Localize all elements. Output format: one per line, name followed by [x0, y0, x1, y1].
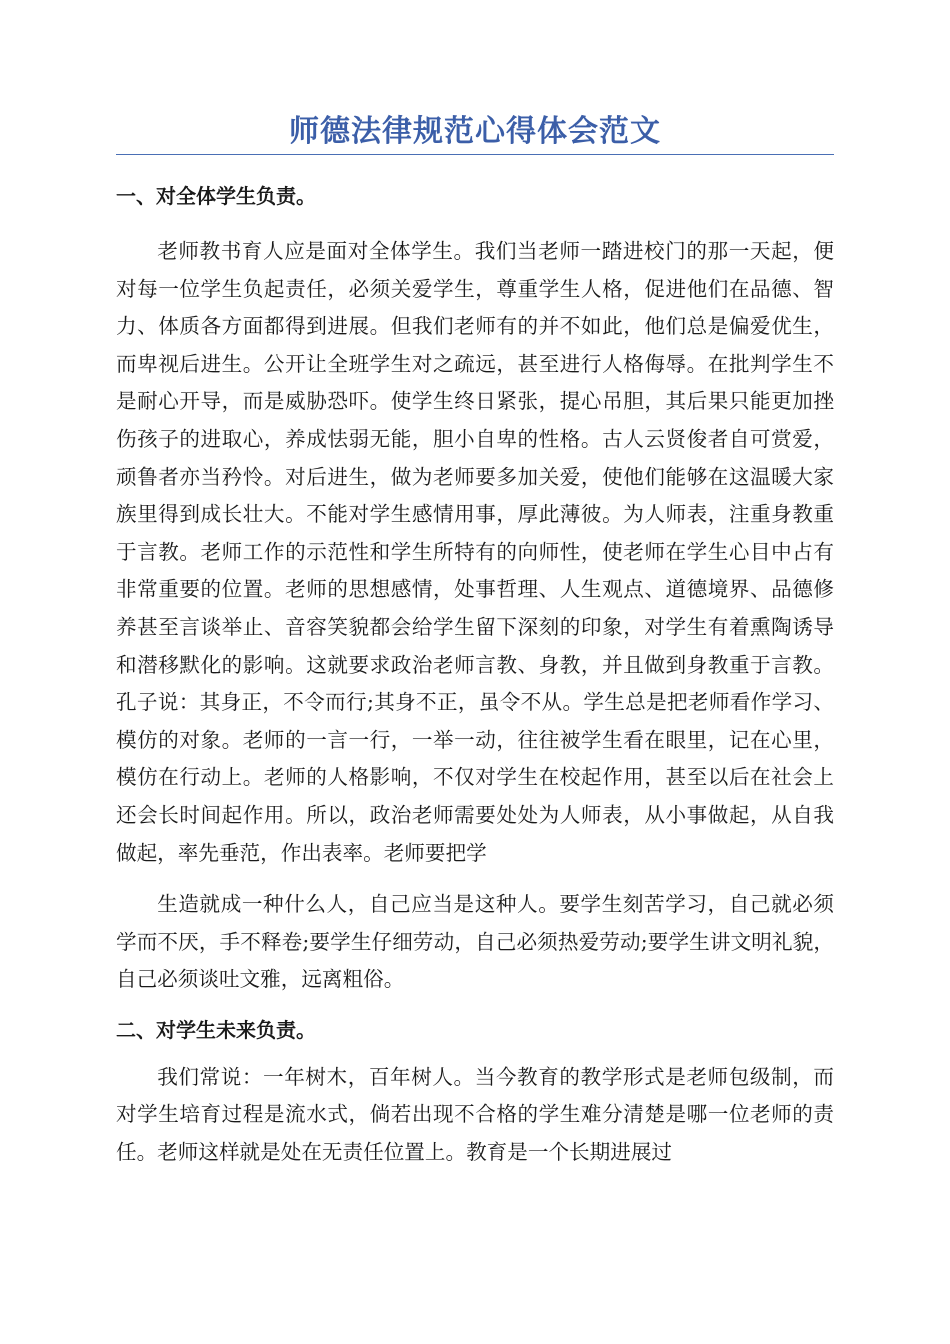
section-1-paragraph-1: 老师教书育人应是面对全体学生。我们当老师一踏进校门的那一天起，便对每一位学生负起责任，必须关爱学生，尊重学生人格，促进他们在品德、智力、体质各方面都得到进展。但我们老师有的并不如此，他们总是偏爱优生，而卑视后进生。公开让全班学生对之疏远，甚至进行人格侮辱。在批判学生不是耐心开导，而是威胁恐吓。使学生终日紧张，提心吊胆，其后果只能更加挫伤孩子的进取心，养成怯弱无能，胆小自卑的性格。古人云贤俊者自可赏爱，顽鲁者亦当矜怜。对后进生，做为老师要多加关爱，使他们能够在这温暖大家族里得到成长壮大。不能对学生感情用事，厚此薄彼。为人师表，注重身教重于言教。老师工作的示范性和学生所特有的向师性，使老师在学生心目中占有非常重要的位置。老师的思想感情，处事哲理、人生观点、道德境界、品德修养甚至言谈举止、音容笑貌都会给学生留下深刻的印象，对学生有着熏陶诱导和潜移默化的影响。这就要求政治老师言教、身教，并且做到身教重于言教。孔子说：其身正，不令而行;其身不正，虽令不从。学生总是把老师看作学习、模仿的对象。老师的一言一行，一举一动，往往被学生看在眼里，记在心里，模仿在行动上。老师的人格影响，不仅对学生在校起作用，甚至以后在社会上还会长时间起作用。所以，政治老师需要处处为人师表，从小事做起，从自我做起，率先垂范，作出表率。老师要把学 [116, 239, 834, 865]
document-page [116, 110, 834, 1172]
section-heading-2: 二、对学生未来负责。 [116, 1017, 316, 1042]
section-heading-1: 一、对全体学生负责。 [116, 184, 316, 208]
section-2-paragraph-1: 我们常说：一年树木，百年树人。当今教育的教学形式是老师包级制，而对学生培育过程是流水式，倘若出现不合格的学生难分清楚是哪一位老师的责任。老师这样就是处在无责任位置上。教育是一个长期进展过 [116, 1064, 834, 1165]
title-underline [116, 154, 834, 155]
section-1-paragraph-2: 生造就成一种什么人，自己应当是这种人。要学生刻苦学习，自己就必须学而不厌，手不释卷;要学生仔细劳动，自己必须热爱劳动;要学生讲文明礼貌，自己必须谈吐文雅，远离粗俗。 [116, 892, 834, 992]
document-title: 师德法律规范心得体会范文 [289, 114, 661, 149]
